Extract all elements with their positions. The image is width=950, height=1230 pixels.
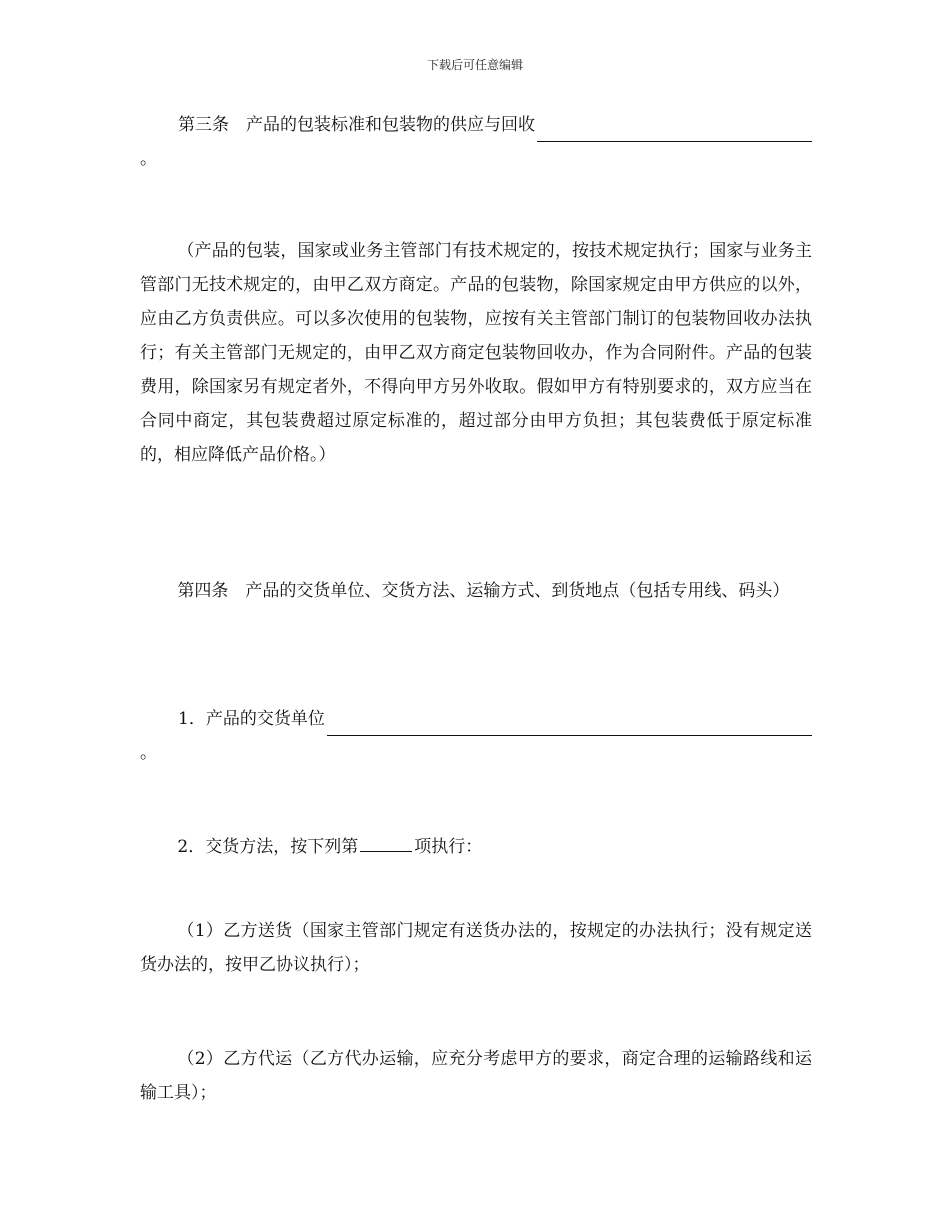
item-1-blank-line [327, 709, 812, 736]
item-2-prefix: 2．交货方法，按下列第 [177, 837, 359, 857]
article-3 [140, 108, 812, 176]
item-1-tail: 。 [140, 743, 157, 763]
article-4-title: 第四条 产品的交货单位、交货方法、运输方式、到货地点（包括专用线、码头） [177, 581, 790, 601]
option-2: （2）乙方代运（乙方代办运输，应充分考虑甲方的要求，商定合理的运输路线和运输工具）； [140, 1049, 812, 1103]
item-2-blank [360, 831, 412, 852]
option-1: （1）乙方送货（国家主管部门规定有送货办法的，按规定的办法执行；没有规定送货办法的，按甲乙协议执行）； [140, 921, 812, 975]
page-header: 下载后可任意编辑 [426, 58, 523, 72]
item-1 [140, 702, 812, 770]
article-3-blank-line [537, 115, 812, 142]
item-2-suffix: 项执行： [414, 837, 483, 857]
article-3-note: （产品的包装，国家或业务主管部门有技术规定的，按技术规定执行；国家与业务主管部门无技术规定的，由甲乙双方商定。产品的包装物，除国家规定由甲方供应的以外，应由乙方负责供应。可以多次使用的包装物，应按有关主管部门制订的包装物回收办法执行；有关主管部门无规定的，由甲乙双方商定包装物回收办，作为合同附件。产品的包装费用，除国家另有规定者外，不得向甲方另外收取。假如甲方有特别要求的，双方应当在合同中商定，其包装费超过原定标准的，超过部分由甲方负担；其包装费低于原定标准的，相应降低产品价格。） [140, 241, 812, 465]
item-1-label: 1．产品的交货单位 [178, 709, 325, 729]
article-3-title: 第三条 产品的包装标准和包装物的供应与回收 [178, 115, 535, 135]
item-2 [140, 830, 812, 864]
article-3-tail: 。 [140, 149, 157, 169]
